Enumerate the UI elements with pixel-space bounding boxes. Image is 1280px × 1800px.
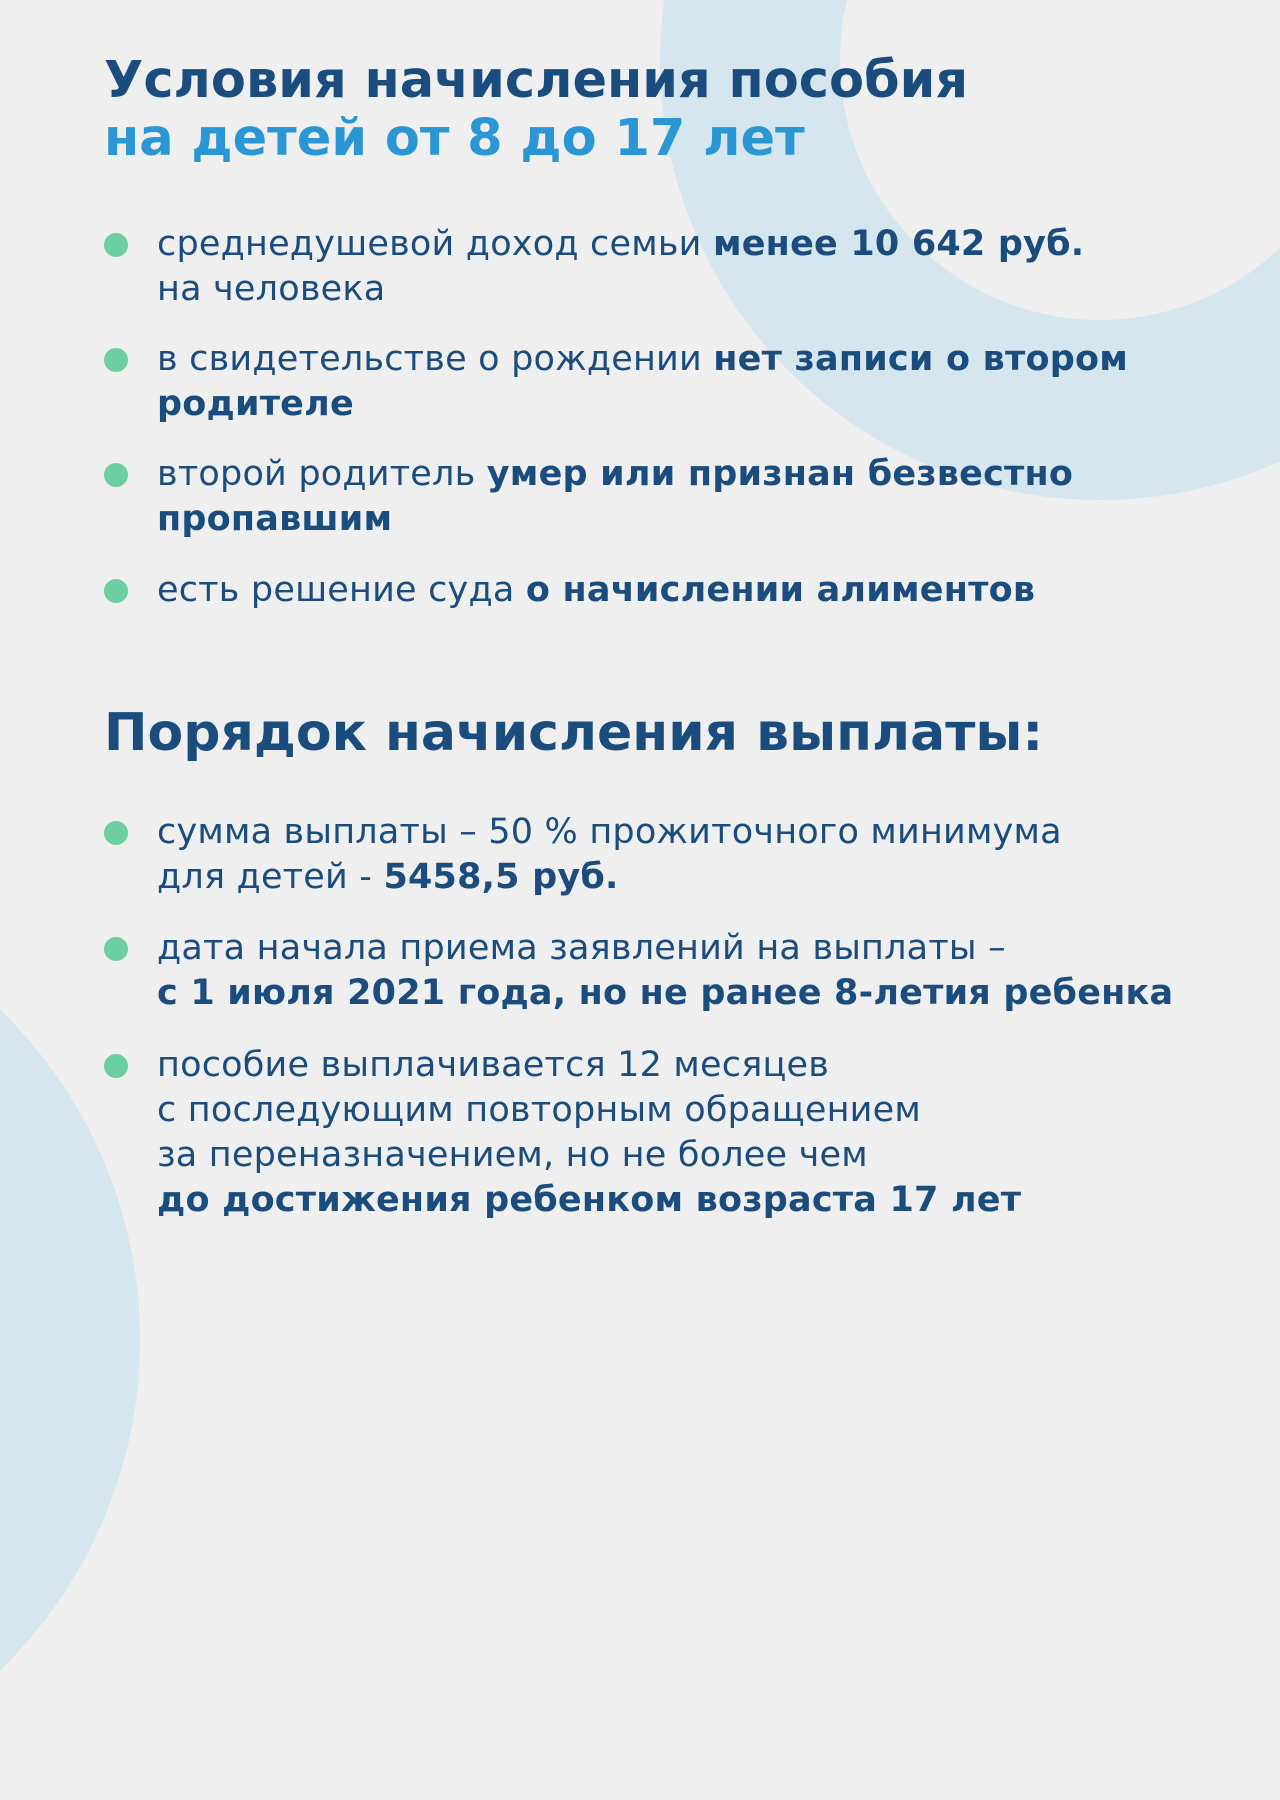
condition-item bbox=[104, 337, 1128, 452]
text-line: среднедушевой доход семьи менее 10 642 руб. bbox=[157, 224, 1085, 264]
bullet-dot-icon bbox=[104, 1054, 128, 1078]
procedure-text bbox=[157, 1043, 1173, 1223]
text-line: с последующим повторным обращением bbox=[157, 1090, 921, 1130]
title-line-2: на детей от 8 до 17 лет bbox=[104, 109, 805, 168]
text-line: сумма выплаты – 50 % прожиточного минимума bbox=[157, 812, 1062, 852]
procedure-item bbox=[104, 926, 1173, 1043]
bullet-dot-icon bbox=[104, 821, 128, 845]
text-line: пособие выплачивается 12 месяцев bbox=[157, 1045, 830, 1085]
procedure-item bbox=[104, 810, 1173, 926]
bullet-dot-icon bbox=[104, 348, 128, 372]
text-line: до достижения ребенком возраста 17 лет bbox=[157, 1180, 1022, 1220]
text-line: для детей - 5458,5 руб. bbox=[157, 857, 619, 897]
text-line: дата начала приема заявлений на выплаты – bbox=[157, 928, 1006, 968]
text-line: в свидетельстве о рождении нет записи о втором bbox=[157, 339, 1129, 379]
condition-text bbox=[157, 452, 1128, 542]
text-line: второй родитель умер или признан безвестно bbox=[157, 454, 1074, 494]
bullet-dot-icon bbox=[104, 233, 128, 257]
condition-item bbox=[104, 452, 1128, 568]
condition-text bbox=[157, 222, 1128, 312]
text-line: с 1 июля 2021 года, но не ранее 8-летия ребенка bbox=[157, 973, 1174, 1013]
bullet-dot-icon bbox=[104, 463, 128, 487]
text-line: родителе bbox=[157, 384, 354, 424]
text-line: есть решение суда о начислении алиментов bbox=[157, 570, 1036, 610]
procedure-text bbox=[157, 926, 1173, 1016]
procedure-item bbox=[104, 1043, 1173, 1223]
text-line: за переназначением, но не более чем bbox=[157, 1135, 868, 1175]
condition-text bbox=[157, 568, 1128, 613]
page-title bbox=[104, 52, 968, 168]
procedure-heading: Порядок начисления выплаты: bbox=[104, 703, 1044, 763]
procedure-text bbox=[157, 810, 1173, 900]
procedure-list bbox=[104, 810, 1173, 1223]
condition-text bbox=[157, 337, 1128, 427]
text-line: пропавшим bbox=[157, 499, 393, 539]
condition-item bbox=[104, 568, 1128, 613]
conditions-list bbox=[104, 222, 1128, 613]
condition-item bbox=[104, 222, 1128, 337]
text-line: на человека bbox=[157, 269, 386, 309]
bullet-dot-icon bbox=[104, 579, 128, 603]
title-line-1: Условия начисления пособия bbox=[104, 51, 969, 110]
bullet-dot-icon bbox=[104, 937, 128, 961]
